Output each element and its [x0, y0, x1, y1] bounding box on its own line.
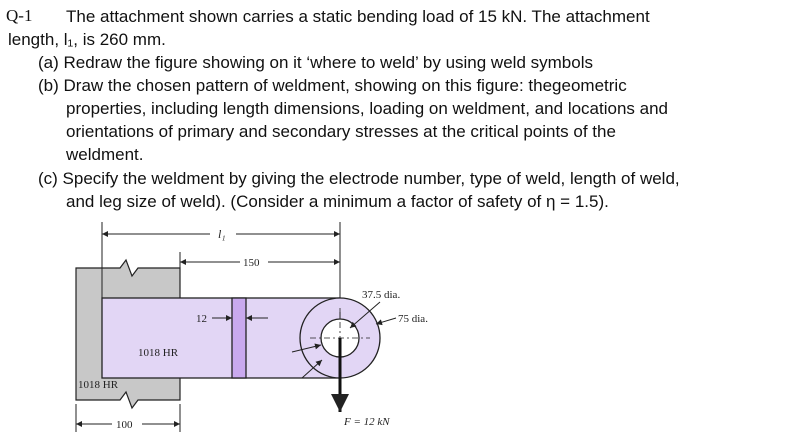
- support-material-label: 1018 HR: [78, 379, 119, 391]
- part-c-line-2: and leg size of weld). (Consider a minimum a factor of safety of η = 1.5).: [66, 192, 609, 211]
- intro-line-1: The attachment shown carries a static bending load of 15 kN. The attachment: [66, 7, 650, 26]
- part-a: (a) Redraw the figure showing on it ‘where to weld’ by using weld symbols: [38, 53, 593, 72]
- weld-plate: [232, 298, 246, 378]
- intro-line-2: length, l₁, is 260 mm.: [8, 30, 166, 49]
- hole-dia-label: 37.5 dia.: [362, 289, 401, 301]
- force-label: F = 12 kN: [344, 416, 390, 428]
- part-b-line-4: weldment.: [66, 145, 144, 164]
- part-c-line-1: (c) Specify the weldment by giving the electrode number, type of weld, length of weld,: [38, 169, 680, 188]
- bar-material-label: 1018 HR: [138, 347, 179, 359]
- dim-12-label: 12: [196, 313, 207, 325]
- question-number: Q-1: [6, 6, 33, 25]
- part-b-line-3: orientations of primary and secondary stresses at the critical points of the: [66, 122, 616, 141]
- part-b-line-1: (b) Draw the chosen pattern of weldment, showing on this figure: thegeometric: [38, 76, 627, 95]
- dim-150-label: 150: [243, 257, 260, 269]
- dim-l1-label: l₁: [218, 227, 226, 241]
- dim-100-label: 100: [116, 419, 133, 431]
- outer-dia-label: 75 dia.: [398, 313, 428, 325]
- part-b-line-2: properties, including length dimensions, loading on weldment, and locations and: [66, 99, 668, 118]
